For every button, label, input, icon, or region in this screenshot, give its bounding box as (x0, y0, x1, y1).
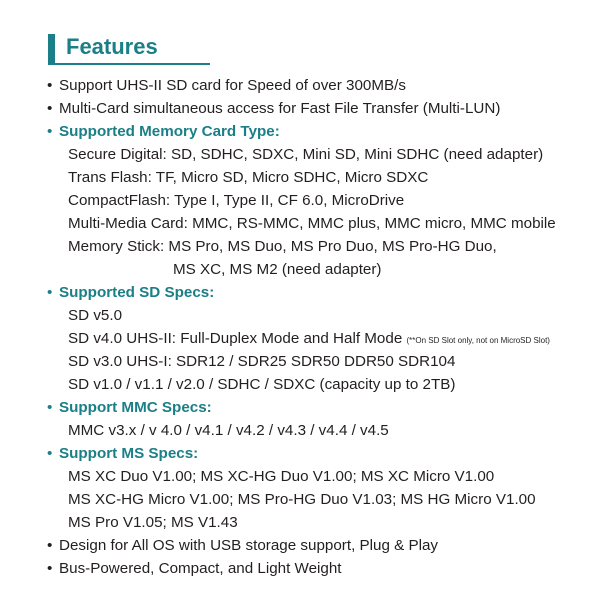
card-row-memory-stick (68, 237, 497, 257)
card-term: Memory Stick: (68, 238, 165, 255)
feature-bus-powered: Bus-Powered, Compact, and Light Weight (59, 560, 342, 577)
header-underline (48, 63, 210, 65)
bullet-icon: • (47, 284, 53, 301)
spec-value: SDR12 / SDR25 SDR50 DDR50 SDR104 (171, 353, 456, 370)
bullet-icon: • (47, 123, 53, 140)
ms-specs-heading: Support MS Specs: (59, 445, 199, 462)
spec-term: SD v4.0 UHS-II: (68, 330, 177, 347)
card-term: Secure Digital: (68, 146, 167, 163)
bullet-icon: • (47, 445, 53, 462)
sd-spec-v3 (68, 352, 455, 372)
card-value: MMC, RS-MMC, MMC plus, MMC micro, MMC mobile (187, 215, 556, 232)
bullet-icon: • (47, 560, 53, 577)
card-row-compactflash (68, 191, 404, 211)
ms-spec-row-3: MS Pro V1.05; MS V1.43 (68, 514, 238, 531)
card-term: Trans Flash: (68, 169, 152, 186)
spec-value: Full-Duplex Mode and Half Mode (176, 330, 403, 347)
sd-spec-v4 (68, 329, 550, 351)
ms-spec-row-2: MS XC-HG Micro V1.00; MS Pro-HG Duo V1.03; MS HG Micro V1.00 (68, 491, 536, 508)
card-row-memory-stick-cont: MS XC, MS M2 (need adapter) (173, 261, 382, 278)
card-value: SD, SDHC, SDXC, Mini SD, Mini SDHC (need adapter) (166, 146, 544, 163)
feature-uhs2: Support UHS-II SD card for Speed of over 300MB/s (59, 77, 406, 94)
bullet-icon: • (47, 100, 53, 117)
card-row-trans-flash (68, 168, 428, 188)
sd-spec-v1: SD v1.0 / v1.1 / v2.0 / SDHC / SDXC (capacity up to 2TB) (68, 376, 456, 393)
sd-spec-v5: SD v5.0 (68, 307, 123, 324)
memory-card-heading: Supported Memory Card Type: (59, 123, 280, 140)
sd-specs-heading: Supported SD Specs: (59, 284, 215, 301)
card-row-multimedia (68, 214, 556, 234)
bullet-icon: • (47, 537, 53, 554)
card-value: MS Pro, MS Duo, MS Pro Duo, MS Pro-HG Duo, (164, 238, 497, 255)
spec-term: SD v3.0 UHS-I: (68, 353, 172, 370)
mmc-spec-versions: MMC v3.x / v 4.0 / v4.1 / v4.2 / v4.3 / v4.4 / v4.5 (68, 422, 389, 439)
card-term: CompactFlash: (68, 192, 171, 209)
bullet-icon: • (47, 399, 53, 416)
card-term: Multi-Media Card: (68, 215, 188, 232)
ms-spec-row-1: MS XC Duo V1.00; MS XC-HG Duo V1.00; MS XC Micro V1.00 (68, 468, 495, 485)
feature-multi-lun: Multi-Card simultaneous access for Fast File Transfer (Multi-LUN) (59, 100, 501, 117)
card-value: TF, Micro SD, Micro SDHC, Micro SDXC (151, 169, 429, 186)
mmc-specs-heading: Support MMC Specs: (59, 399, 212, 416)
feature-os-support: Design for All OS with USB storage support, Plug & Play (59, 537, 439, 554)
header-accent-bar (48, 34, 55, 64)
page-title: Features (66, 34, 158, 59)
features-header (48, 34, 210, 64)
card-row-secure-digital (68, 145, 543, 165)
bullet-icon: • (47, 77, 53, 94)
spec-note: (**On SD Slot only, not on MicroSD Slot) (406, 336, 550, 345)
card-value: Type I, Type II, CF 6.0, MicroDrive (170, 192, 405, 209)
